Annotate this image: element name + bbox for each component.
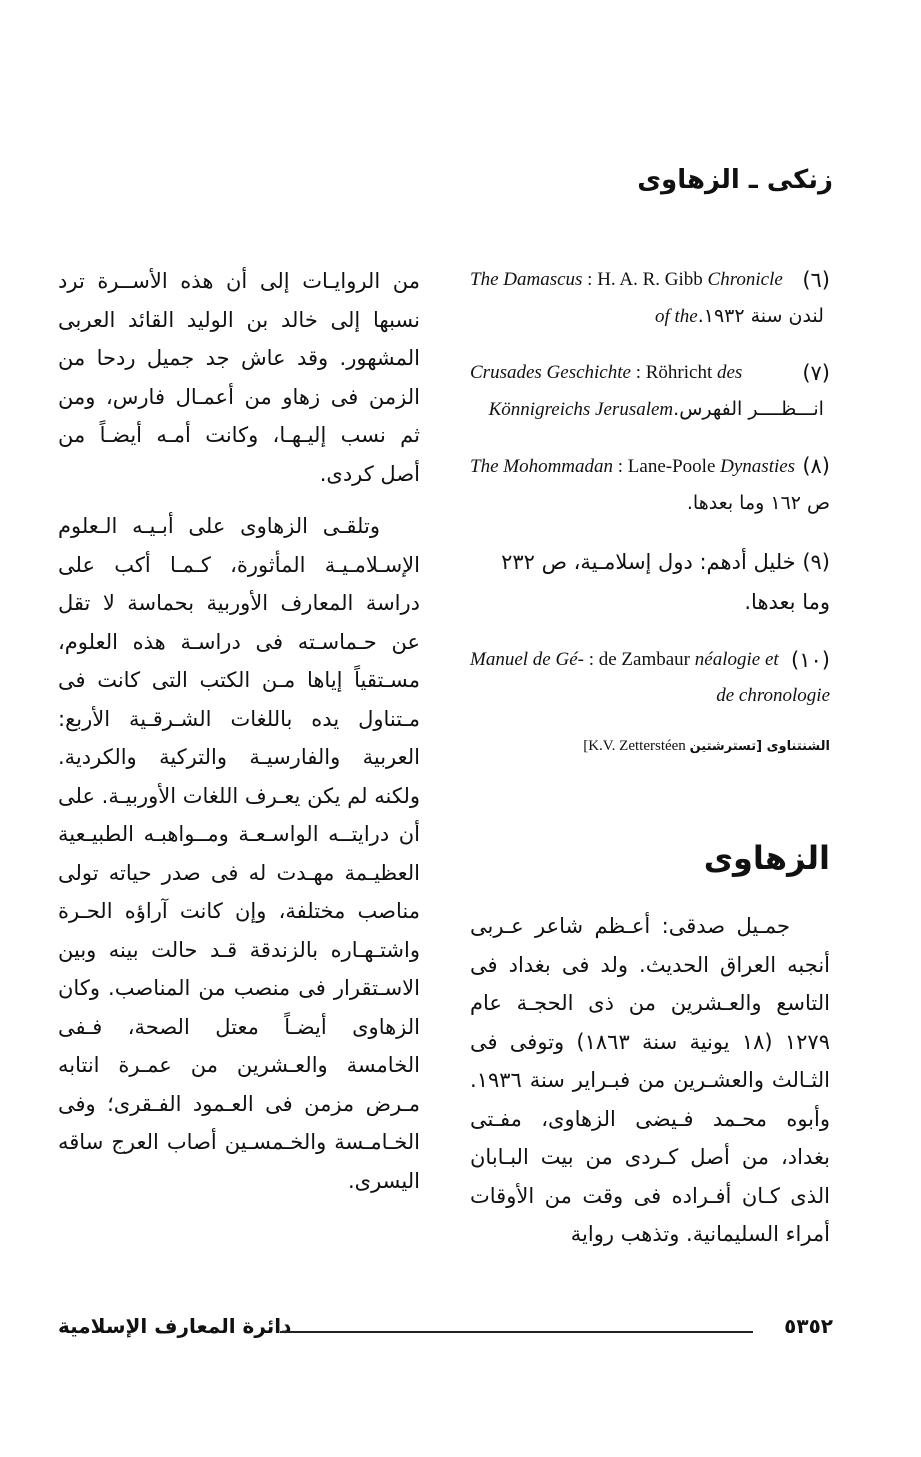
footnote	[470, 448, 830, 522]
footnote	[470, 642, 830, 714]
footnote	[470, 262, 830, 335]
footnotes	[470, 262, 830, 714]
footnote-text: Chronicle of the	[654, 269, 783, 327]
footnote-text: des Könnigreichs Jerusalem	[488, 362, 743, 420]
footnote-text: لندن سنة ١٩٣٢.	[697, 305, 830, 327]
author-signature: [K.V. Zetterstéen الشنتناوى [تسترشتين	[583, 738, 830, 754]
article-opening-paragraph: جمـيل صدقى: أعـظم شاعر عـربى أنجبه العراق الحديث. ولد فى بغداد فى التاسع والعـشرين من ذى الحجـة عام ١٢٧٩ (١٨ يونية سنة ١٨٦٣) وتوفى فى الثـالث والعشـرين من فبـراير سنة ١٩٣٦. وأبوه محـمد فـيضى الزهاوى، مفـتى بغداد، من أصل كـردى من بيت البـابان الذى كـان أفـراده فى وقت من الأوقات أمراء السليمانية. وتذهب رواية	[470, 914, 830, 1246]
page-footer	[58, 1312, 833, 1352]
footnote-number: (٦)	[802, 268, 830, 292]
footnote-text: The Damascus	[470, 269, 583, 290]
footnote-text: : de Zambaur	[583, 649, 695, 670]
running-head: زنكى ـ الزهاوى	[637, 165, 833, 195]
footnote-text: : Röhricht	[630, 362, 717, 383]
footnote-text: néalogie et de chronologie	[694, 649, 830, 706]
footer-rule	[280, 1331, 753, 1333]
footnote-text: انـــظــــر الفهرس.	[673, 398, 830, 420]
page-number: ٥٣٥٢	[784, 1314, 833, 1338]
footnote-number: (٨)	[802, 454, 830, 478]
footnote-text: The Mohommadan	[470, 456, 614, 477]
article-title: الزهاوى	[703, 839, 830, 877]
footnote-number: (٧)	[802, 361, 830, 385]
notes-and-article-column	[470, 262, 830, 1268]
footnote-text: Manuel de Gé-	[470, 649, 584, 670]
footnote	[470, 355, 830, 428]
footnote-text: ص ١٦٢ وما بعدها.	[686, 492, 830, 514]
journal-title: دائرة المعارف الإسلامية	[58, 1314, 292, 1338]
body-paragraph: وتلقـى الزهاوى على أبـيـه الـعلوم الإسـلامـيـة المأثورة، كـمـا أكب على دراسة المعارف الأوربية بحماسة لا تقل عن حـماسـته فى دراسـة هذه العلوم، مسـتقياً إياها مـن الكتب التى كانت فى مـتناول يده باللغات الشـرقـية الأربع: العربية والفارسيـة والتركية والكردية. ولكنه لم يكن يعـرف اللغات الأوربيـة. على أن درايتــه الواسـعـة ومــواهبـه الطبيـعية العظيـمة مهـدت له فى صدر حياته تولى مناصب مختلفة، وإن كانت آراؤه الحـرة واشتـهـاره بالزندقة قـد حالت بينه وبين الاسـتقرار فى منصب من المناصب. وكان الزهاوى أيضـاً معتل الصحة، فـفى الخامسة والعـشرين من عمـرة انتابه مـرض مزمن فى العـمود الفـقرى؛ وفى الخـامـسة والخـمسـين أصاب العرج ساقه اليسرى.	[58, 514, 420, 1193]
footnote-text: : Lane-Poole	[613, 456, 721, 477]
continuation-column	[58, 262, 420, 1214]
footnote-text: Crusades Geschichte	[470, 362, 631, 383]
footnote-number: (١٠)	[791, 648, 830, 672]
footnote-text: : H. A. R. Gibb	[582, 269, 708, 290]
footnote-text: Dynasties	[720, 456, 796, 477]
footnote: (٩) خليل أدهم: دول إسلامـية، ص ٢٣٢ وما بعدها.	[501, 550, 830, 614]
body-paragraph: من الروايـات إلى أن هذه الأســرة ترد نسبها إلى خالد بن الوليد القائد العربى المشهور. وقد عاش جد جميل ردحا من الزمن فى زهاو من أعمـال فارس، ومن ثم نسب إليـهـا، وكانت أمـه أيضـاً من أصل كردى.	[58, 269, 420, 486]
